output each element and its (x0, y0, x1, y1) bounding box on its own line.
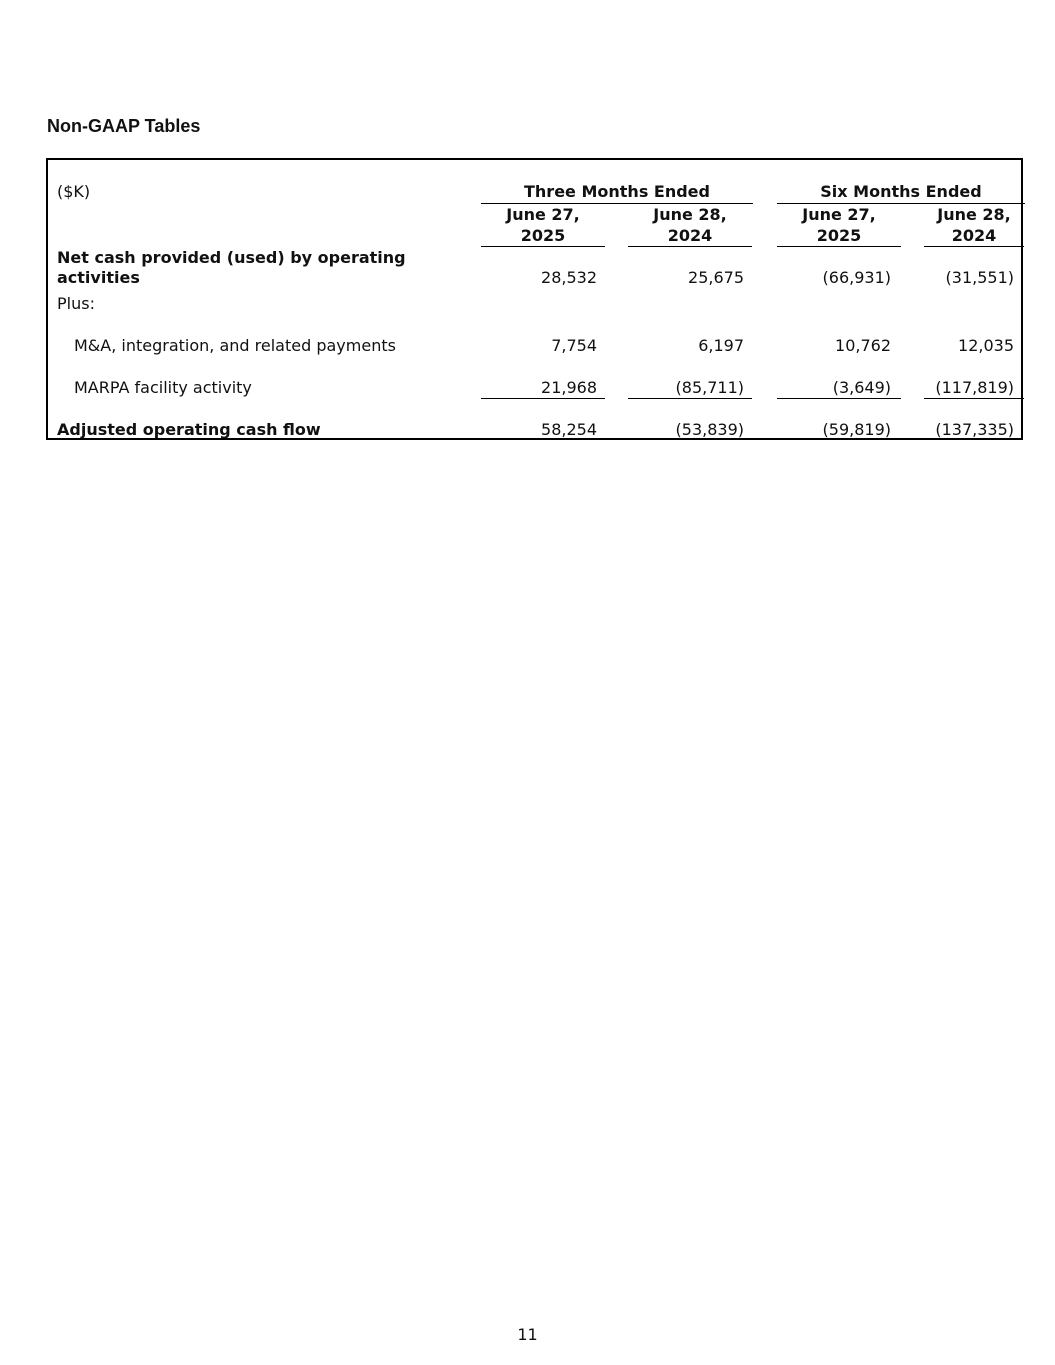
ma-payments-label: M&A, integration, and related payments (74, 336, 396, 355)
column-header-date: June 28, (653, 205, 727, 224)
subtotal-underline (481, 398, 605, 399)
net-cash-label: Net cash provided (used) by operating (57, 248, 406, 267)
subtotal-underline (628, 398, 752, 399)
net-cash-label-cont: activities (57, 268, 140, 287)
column-header-underline (924, 246, 1024, 247)
ma-payments-value: 6,197 (698, 336, 744, 355)
subtotal-underline (924, 398, 1024, 399)
subtotal-underline (777, 398, 901, 399)
column-header-date: June 27, (506, 205, 580, 224)
marpa-facility-value: 21,968 (541, 378, 597, 397)
group-header-six-months: Six Months Ended (820, 182, 982, 201)
net-cash-value: (31,551) (945, 268, 1014, 287)
marpa-facility-value: (85,711) (675, 378, 744, 397)
marpa-facility-label: MARPA facility activity (74, 378, 252, 397)
column-header-date: June 28, (937, 205, 1011, 224)
group-header-underline (777, 203, 1025, 204)
net-cash-value: 28,532 (541, 268, 597, 287)
ma-payments-value: 10,762 (835, 336, 891, 355)
adjusted-cash-flow-value: 58,254 (541, 420, 597, 439)
adjusted-cash-flow-value: (59,819) (822, 420, 891, 439)
plus-label: Plus: (57, 294, 95, 313)
unit-label: ($K) (57, 182, 91, 201)
adjusted-cash-flow-label: Adjusted operating cash flow (57, 420, 321, 439)
group-header-three-months: Three Months Ended (524, 182, 710, 201)
ma-payments-value: 12,035 (958, 336, 1014, 355)
net-cash-value: (66,931) (822, 268, 891, 287)
net-cash-value: 25,675 (688, 268, 744, 287)
marpa-facility-value: (117,819) (935, 378, 1014, 397)
group-header-underline (481, 203, 753, 204)
adjusted-cash-flow-value: (53,839) (675, 420, 744, 439)
section-title: Non-GAAP Tables (47, 116, 201, 136)
non-gaap-table (46, 158, 1023, 440)
column-header-underline (481, 246, 605, 247)
column-header-year: 2025 (816, 226, 862, 245)
column-header-year: 2025 (520, 226, 566, 245)
column-header-year: 2024 (951, 226, 997, 245)
marpa-facility-value: (3,649) (832, 378, 891, 397)
column-header-underline (777, 246, 901, 247)
column-header-underline (628, 246, 752, 247)
column-header-date: June 27, (802, 205, 876, 224)
column-header-year: 2024 (667, 226, 713, 245)
page-number: 11 (517, 1325, 538, 1344)
adjusted-cash-flow-value: (137,335) (935, 420, 1014, 439)
ma-payments-value: 7,754 (551, 336, 597, 355)
